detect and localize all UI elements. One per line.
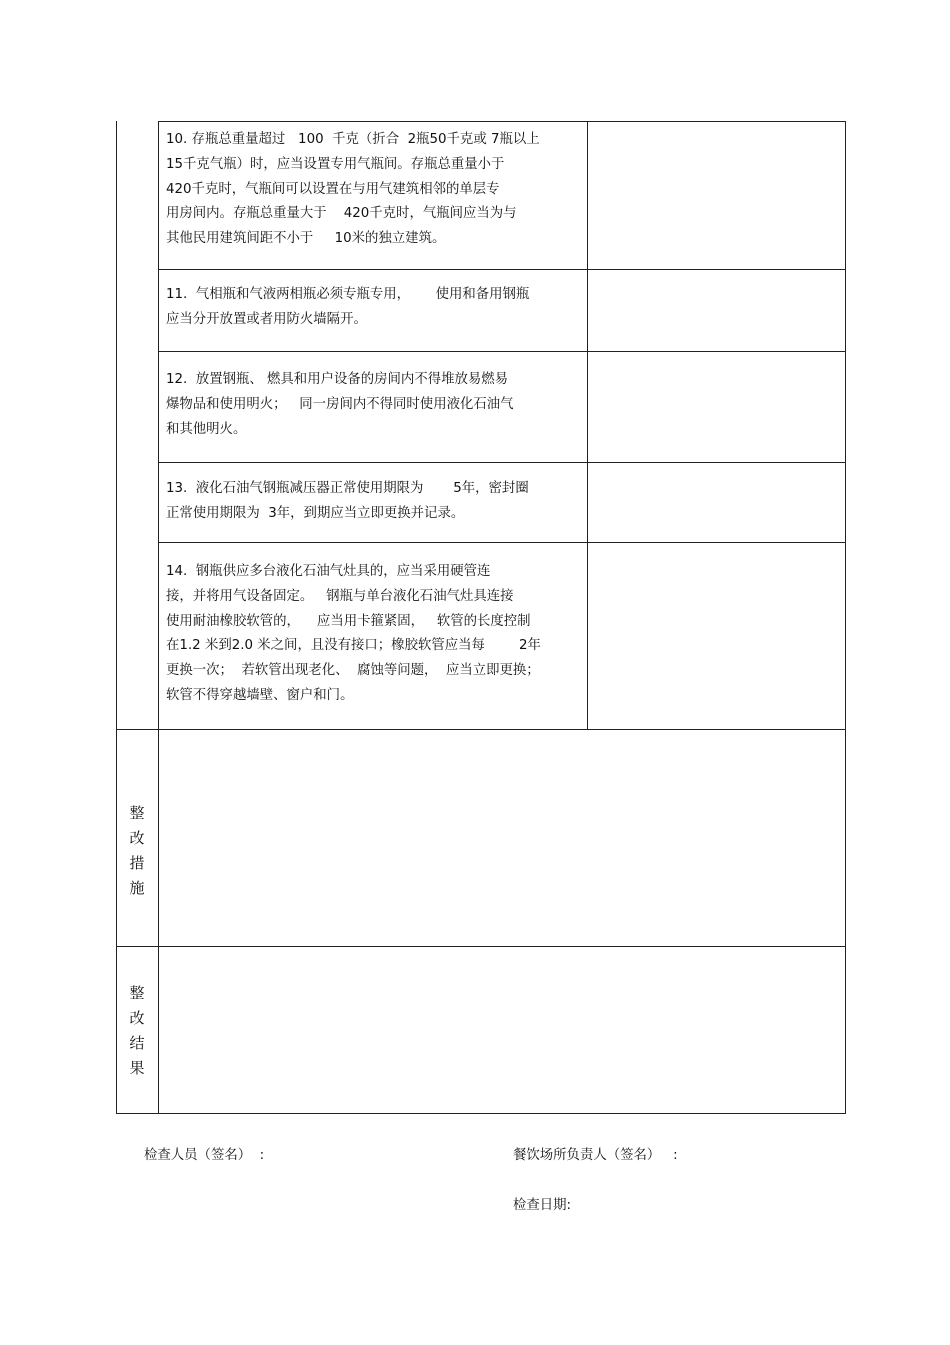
result-label	[116, 981, 158, 1081]
item-line: 应当分开放置或者用防火墙隔开。	[166, 311, 367, 327]
result-content-cell[interactable]	[159, 947, 845, 1113]
checklist-item-13	[166, 477, 578, 527]
label-char: 改	[129, 829, 145, 847]
item-line: 10. 存瓶总重量超过 100 千克（折合 2瓶50千克或 7瓶以上	[166, 132, 540, 147]
measures-content-cell[interactable]	[159, 730, 845, 946]
inspector-signature-label: 检查人员（签名） :	[144, 1148, 265, 1163]
check-result-cell[interactable]	[588, 270, 845, 351]
item-line: 接，并将用气设备固定。 钢瓶与单台液化石油气灶具连接	[166, 588, 514, 604]
label-char: 施	[129, 879, 145, 897]
item-line: 14. 钢瓶供应多台液化石油气灶具的，应当采用硬管连	[166, 564, 491, 579]
item-line: 15千克气瓶）时，应当设置专用气瓶间。存瓶总重量小于	[166, 156, 505, 172]
item-line: 13. 液化石油气钢瓶减压器正常使用期限为 5年，密封圈	[166, 481, 529, 496]
label-char: 结	[129, 1034, 145, 1052]
label-char: 改	[129, 1009, 145, 1027]
measures-label	[116, 801, 158, 901]
checklist-item-11	[166, 283, 578, 333]
check-result-cell[interactable]	[588, 463, 845, 542]
item-line: 11. 气相瓶和气液两相瓶必须专瓶专用， 使用和备用钢瓶	[166, 287, 530, 302]
item-line: 爆物品和使用明火； 同一房间内不得同时使用液化石油气	[166, 396, 514, 412]
table-left-border-top	[116, 121, 117, 731]
label-char: 措	[129, 854, 145, 872]
item-line: 在1.2 米到2.0 米之间，且没有接口；橡胶软管应当每 2年	[166, 638, 541, 654]
inspection-date-label: 检查日期:	[513, 1198, 572, 1213]
label-char: 整	[129, 804, 145, 822]
item-line: 和其他明火。	[166, 421, 247, 437]
label-char: 整	[129, 984, 145, 1002]
item-line: 其他民用建筑间距不小于 10米的独立建筑。	[166, 231, 446, 247]
label-char: 果	[129, 1059, 145, 1077]
item-line: 正常使用期限为 3年，到期应当立即更换并记录。	[166, 505, 465, 521]
item-line: 更换一次； 若软管出现老化、 腐蚀等问题， 应当立即更换；	[166, 663, 540, 679]
table-bottom-border	[116, 1113, 846, 1114]
item-line: 软管不得穿越墙壁、窗户和门。	[166, 687, 354, 703]
checklist-item-12	[166, 368, 578, 442]
item-line: 用房间内。存瓶总重量大于 420千克时，气瓶间应当为与	[166, 206, 517, 222]
check-result-cell[interactable]	[588, 543, 845, 729]
item-line: 420千克时，气瓶间可以设置在与用气建筑相邻的单层专	[166, 181, 500, 197]
check-result-cell[interactable]	[588, 352, 845, 462]
checklist-item-14	[166, 560, 578, 709]
manager-signature-label: 餐饮场所负责人（签名） :	[513, 1148, 678, 1163]
item-line: 使用耐油橡胶软管的， 应当用卡箍紧固， 软管的长度控制	[166, 613, 531, 629]
checklist-item-10	[166, 128, 578, 252]
item-line: 12. 放置钢瓶、 燃具和用户设备的房间内不得堆放易燃易	[166, 372, 509, 387]
check-result-cell[interactable]	[588, 122, 845, 269]
